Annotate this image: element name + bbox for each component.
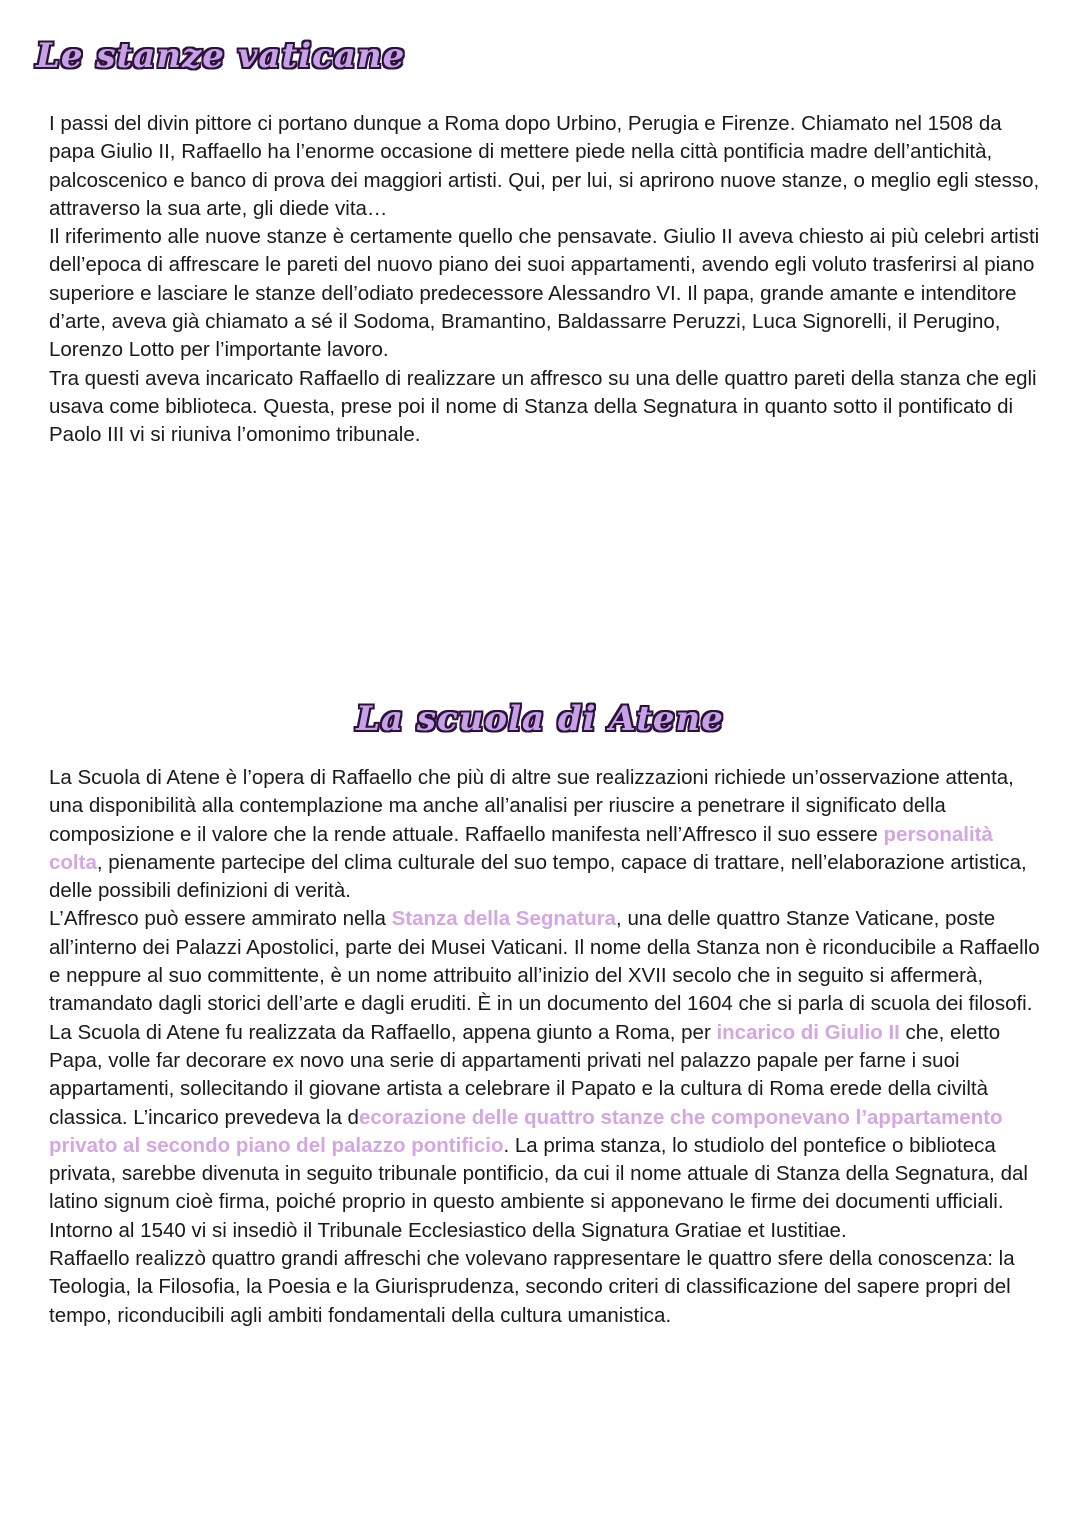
section-scuola-di-atene bbox=[49, 764, 1049, 1330]
highlighted-text: personalità colta bbox=[49, 822, 993, 874]
text-run: La Scuola di Atene fu realizzata da Raffaello, appena giunto a Roma, per bbox=[49, 1020, 717, 1044]
text-run: che, eletto Papa, volle far decorare ex novo una serie di appartamenti privati nel palazzo papale per farne i suoi appartamenti, sollecitando il giovane artista a celebrare il Papato e la cultura di Roma erede della civiltà classica. L’incarico prevedeva la d bbox=[49, 1020, 1001, 1129]
section-title-stanze-vaticane: Le stanze vaticane bbox=[36, 36, 406, 76]
text-run: , pienamente partecipe del clima culturale del suo tempo, capace di trattare, nell’elaborazione artistica, delle possibili definizioni di verità. bbox=[49, 850, 1027, 903]
paragraph bbox=[49, 764, 1049, 905]
paragraph: I passi del divin pittore ci portano dunque a Roma dopo Urbino, Perugia e Firenze. Chiamato nel 1508 da papa Giulio II, Raffaello ha l’enorme occasione di mettere piede nella città pontificia madre dell’antichità, palcoscenico e banco di prova dei maggiori artisti. Qui, per lui, si aprirono nuove stanze, o meglio egli stesso, attraverso la sua arte, gli diede vita… bbox=[49, 112, 1040, 220]
text-run: . La prima stanza, lo studiolo del pontefice o biblioteca privata, sarebbe divenuta in seguito tribunale pontificio, da cui il nome attuale di Stanza della Segnatura, dal latino signum cioè firma, poiché proprio in questo ambiente si apponevano le firme dei documenti ufficiali. Intorno al 1540 vi si insediò il Tribunale Ecclesiastico della Signatura Gratiae et Iustitiae. bbox=[49, 1133, 1028, 1242]
highlighted-text: Stanza della Segnatura bbox=[391, 907, 617, 931]
text-run: L’Affresco può essere ammirato nella bbox=[49, 907, 392, 931]
highlighted-text: incarico di Giulio II bbox=[716, 1020, 900, 1044]
text-run: , una delle quattro Stanze Vaticane, poste all’interno dei Palazzi Apostolici, parte dei Musei Vaticani. Il nome della Stanza non è riconducibile a Raffaello e neppure al suo committente, è un nome attribuito all’inizio del XVII secolo che in seguito si affermerà, tramandato dagli storici dell’arte e dagli eruditi. È in un documento del 1604 che si parla di scuola dei filosofi. bbox=[49, 907, 1040, 1016]
paragraph: Tra questi aveva incaricato Raffaello di realizzare un affresco su una delle quattro pareti della stanza che egli usava come biblioteca. Questa, prese poi il nome di Stanza della Segnatura in quanto sotto il pontificato di Paolo III vi si riuniva l’omonimo tribunale. bbox=[49, 366, 1037, 447]
paragraph bbox=[49, 905, 1049, 1018]
paragraph bbox=[49, 1019, 1049, 1245]
paragraph: Il riferimento alle nuove stanze è certamente quello che pensavate. Giulio II aveva chiesto ai più celebri artisti dell’epoca di affrescare le pareti del nuovo piano dei suoi appartamenti, avendo egli voluto trasferirsi al piano superiore e lasciare le stanze dell’odiato predecessore Alessandro VI. Il papa, grande amante e intenditore d’arte, aveva già chiamato a sé il Sodoma, Bramantino, Baldassarre Peruzzi, Luca Signorelli, il Perugino, Lorenzo Lotto per l’importante lavoro. bbox=[49, 225, 1040, 362]
text-run: La Scuola di Atene è l’opera di Raffaello che più di altre sue realizzazioni richiede un’osservazione attenta, una disponibilità alla contemplazione ma anche all’analisi per riuscire a penetrare il significato della composizione e il valore che la rende attuale. Raffaello manifesta nell’Affresco il suo essere bbox=[49, 766, 1014, 846]
highlighted-text: ecorazione delle quattro stanze che componevano l’appartamento privato al secondo piano del palazzo pontificio bbox=[49, 1105, 1003, 1157]
paragraph: Raffaello realizzò quattro grandi affreschi che volevano rappresentare le quattro sfere della conoscenza: la Teologia, la Filosofia, la Poesia e la Giurisprudenza, secondo criteri di classificazione del sapere propri del tempo, riconducibili agli ambiti fondamentali della cultura umanistica. bbox=[49, 1247, 1015, 1327]
section-title-scuola-di-atene: La scuola di Atene bbox=[356, 699, 724, 739]
section-stanze-vaticane bbox=[49, 110, 1049, 450]
